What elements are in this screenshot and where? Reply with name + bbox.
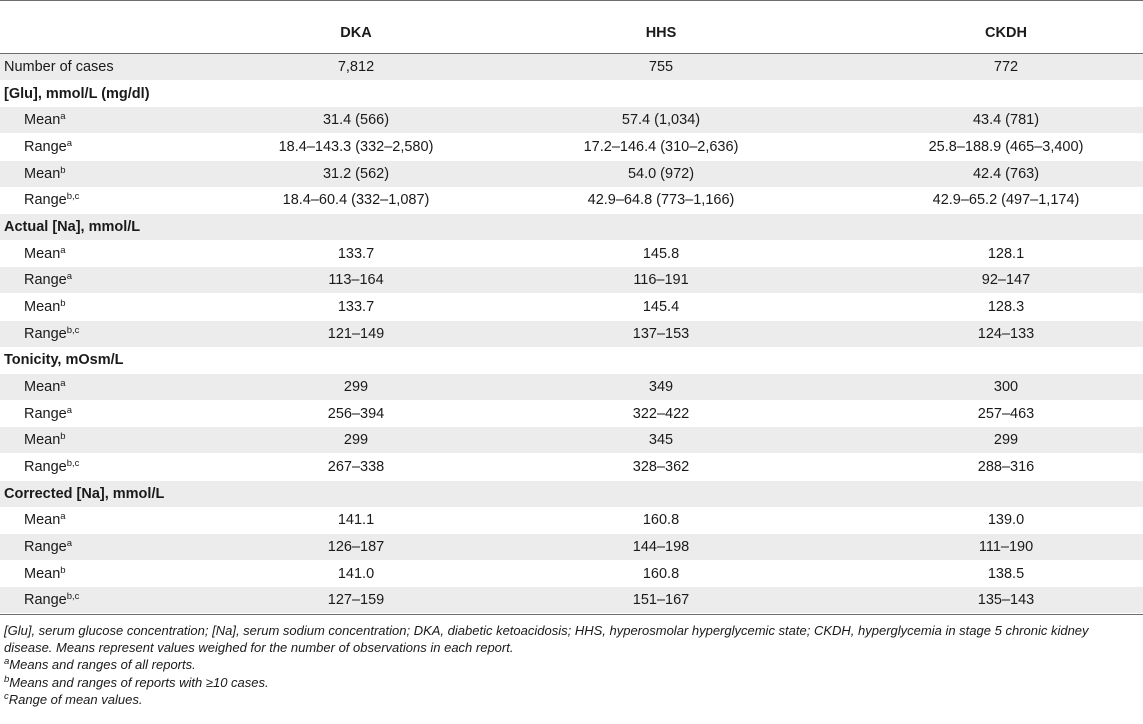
row-label xyxy=(24,565,66,583)
row-label xyxy=(24,191,79,209)
cell-hhs: 160.8 xyxy=(642,512,680,529)
cell-dka: 18.4–60.4 (332–1,087) xyxy=(282,192,430,209)
footnote-b-mark: b xyxy=(4,673,10,685)
row-label xyxy=(24,405,72,423)
cell-hhs: 151–167 xyxy=(632,592,690,609)
cell-dka: 267–338 xyxy=(327,458,385,475)
row-label xyxy=(24,431,66,449)
row-label xyxy=(24,111,66,129)
column-header-dka: DKA xyxy=(340,25,372,41)
row-label-text: Mean xyxy=(24,432,61,449)
table-row xyxy=(0,241,1143,267)
row-label-text: [Glu], mmol/L (mg/dl) xyxy=(4,85,150,102)
cell-dka: 299 xyxy=(343,378,369,395)
row-label-superscript: a xyxy=(66,404,73,416)
cell-hhs: 345 xyxy=(648,432,674,449)
row-label-text: Mean xyxy=(24,165,61,182)
row-label xyxy=(24,245,66,263)
row-label-superscript: a xyxy=(60,511,66,523)
row-label-text: Mean xyxy=(24,245,61,262)
cell-ckdh: 288–316 xyxy=(977,458,1035,475)
row-label xyxy=(24,538,72,556)
cell-dka: 7,812 xyxy=(337,59,375,75)
footnote-c-mark: c xyxy=(4,691,9,702)
cell-hhs: 322–422 xyxy=(632,405,690,422)
row-label-superscript: b,c xyxy=(66,457,80,469)
column-header-ckdh: CKDH xyxy=(985,25,1027,41)
row-section-label xyxy=(4,485,164,503)
cell-hhs: 349 xyxy=(648,378,674,395)
cell-hhs: 17.2–146.4 (310–2,636) xyxy=(583,138,739,155)
cell-hhs: 160.8 xyxy=(642,565,680,582)
row-label-superscript: a xyxy=(60,377,66,389)
row-label-text: Corrected [Na], mmol/L xyxy=(4,485,165,502)
row-label-text: Mean xyxy=(24,378,61,395)
footnote-a-mark: a xyxy=(4,656,10,667)
row-label-text: Actual [Na], mmol/L xyxy=(4,218,141,235)
cell-ckdh: 128.1 xyxy=(987,245,1025,262)
row-label-superscript: a xyxy=(66,271,73,283)
table-row xyxy=(0,561,1143,587)
cell-ckdh: 43.4 (781) xyxy=(972,112,1040,129)
cell-hhs: 144–198 xyxy=(632,538,690,555)
cell-hhs: 328–362 xyxy=(632,458,690,475)
column-header-hhs: HHS xyxy=(645,25,677,41)
row-label xyxy=(24,591,79,609)
cell-hhs: 145.4 xyxy=(642,298,680,315)
cell-hhs: 116–191 xyxy=(633,272,689,289)
cell-hhs: 755 xyxy=(648,59,674,75)
cell-ckdh: 42.4 (763) xyxy=(972,165,1040,182)
cell-hhs: 145.8 xyxy=(642,245,680,262)
cell-dka: 127–159 xyxy=(327,592,385,609)
row-label-text: Range xyxy=(24,325,67,342)
footnote-a xyxy=(4,657,1139,674)
row-label xyxy=(24,378,66,396)
footnote-c xyxy=(4,692,1139,709)
row-label xyxy=(24,298,66,316)
row-label xyxy=(24,165,66,183)
row-label-superscript: b,c xyxy=(66,591,80,603)
table-row xyxy=(0,454,1143,480)
cell-ckdh: 772 xyxy=(993,59,1019,75)
table-footnotes xyxy=(4,623,1139,710)
cell-ckdh: 135–143 xyxy=(977,592,1035,609)
row-label-superscript: b,c xyxy=(66,324,80,336)
cell-dka: 31.4 (566) xyxy=(322,112,390,129)
table-row xyxy=(0,427,1143,453)
row-label xyxy=(24,511,66,529)
cell-dka: 31.2 (562) xyxy=(322,165,390,182)
bottom-rule xyxy=(0,614,1143,615)
table-row xyxy=(0,534,1143,560)
cell-dka: 121–149 xyxy=(327,325,385,342)
row-label-superscript: b xyxy=(60,431,66,443)
cell-ckdh: 257–463 xyxy=(977,405,1035,422)
row-label-text: Range xyxy=(24,458,67,475)
cell-dka: 18.4–143.3 (332–2,580) xyxy=(278,138,434,155)
footnote-b-text: Means and ranges of reports with ≥10 cases. xyxy=(9,674,269,690)
row-label xyxy=(4,58,114,76)
row-label-superscript: b xyxy=(60,297,66,309)
row-label xyxy=(24,271,72,289)
table-row xyxy=(0,294,1143,320)
cell-hhs: 54.0 (972) xyxy=(627,165,695,182)
cell-ckdh: 92–147 xyxy=(981,272,1031,289)
row-label-superscript: a xyxy=(60,111,66,123)
row-label-superscript: a xyxy=(60,244,66,256)
row-label xyxy=(24,138,72,156)
table-row xyxy=(0,134,1143,160)
cell-dka: 141.1 xyxy=(337,512,375,529)
row-label-text: Mean xyxy=(24,298,61,315)
row-label-text: Mean xyxy=(24,112,61,129)
table-row xyxy=(0,481,1143,507)
footnote-abbreviations: [Glu], serum glucose concentration; [Na], serum sodium concentration; DKA, diabetic ketoacidosis; HHS, hyperosmolar hyperglycemic state; CKDH, hyperglycemia in stage 5 chronic kidney disease. Means represent values weighed for the number of observations in each report. xyxy=(4,623,1089,655)
cell-dka: 141.0 xyxy=(337,565,375,582)
cell-ckdh: 138.5 xyxy=(987,565,1025,582)
cell-ckdh: 128.3 xyxy=(987,298,1025,315)
row-label-superscript: a xyxy=(66,137,73,149)
table-row xyxy=(0,107,1143,133)
cell-ckdh: 25.8–188.9 (465–3,400) xyxy=(928,138,1084,155)
cell-hhs: 42.9–64.8 (773–1,166) xyxy=(587,192,735,209)
row-label-text: Tonicity, mOsm/L xyxy=(4,352,124,369)
cell-dka: 133.7 xyxy=(337,245,375,262)
row-label-text: Number of cases xyxy=(4,59,114,75)
cell-dka: 133.7 xyxy=(337,298,375,315)
cell-hhs: 137–153 xyxy=(632,325,690,342)
cell-ckdh: 42.9–65.2 (497–1,174) xyxy=(932,192,1080,209)
row-label-text: Mean xyxy=(24,512,61,529)
table-row xyxy=(0,54,1143,80)
row-label-text: Range xyxy=(24,538,67,555)
cell-dka: 126–187 xyxy=(327,538,385,555)
row-label-text: Range xyxy=(24,192,67,209)
row-label-superscript: b xyxy=(60,164,66,176)
cell-dka: 256–394 xyxy=(327,405,385,422)
table-row xyxy=(0,401,1143,427)
row-section-label xyxy=(4,351,124,369)
row-section-label xyxy=(4,85,150,103)
table-row xyxy=(0,587,1143,613)
cell-ckdh: 299 xyxy=(993,432,1019,449)
cell-ckdh: 111–190 xyxy=(978,538,1034,555)
row-label-text: Range xyxy=(24,272,67,289)
cell-dka: 113–164 xyxy=(328,272,384,289)
footnote-c-text: Range of mean values. xyxy=(8,692,143,707)
row-label-text: Mean xyxy=(24,565,61,582)
row-section-label xyxy=(4,218,140,236)
cell-hhs: 57.4 (1,034) xyxy=(621,112,701,129)
table-row xyxy=(0,187,1143,213)
cell-ckdh: 139.0 xyxy=(987,512,1025,529)
row-label xyxy=(24,458,79,476)
table-row xyxy=(0,374,1143,400)
footnote-a-text: Means and ranges of all reports. xyxy=(9,657,196,672)
cell-ckdh: 124–133 xyxy=(977,325,1035,342)
table-row xyxy=(0,214,1143,240)
table-row xyxy=(0,267,1143,293)
row-label-text: Range xyxy=(24,405,67,422)
row-label-superscript: a xyxy=(66,537,73,549)
cell-dka: 299 xyxy=(343,432,369,449)
row-label-superscript: b,c xyxy=(66,191,80,203)
table-row xyxy=(0,161,1143,187)
table-row xyxy=(0,81,1143,107)
table-row xyxy=(0,321,1143,347)
table-row xyxy=(0,347,1143,373)
row-label-superscript: b xyxy=(60,564,66,576)
table-row xyxy=(0,507,1143,533)
row-label-text: Range xyxy=(24,592,67,609)
footnote-b xyxy=(4,675,1139,692)
row-label xyxy=(24,325,79,343)
top-rule xyxy=(0,0,1143,1)
row-label-text: Range xyxy=(24,138,67,155)
cell-ckdh: 300 xyxy=(993,378,1019,395)
